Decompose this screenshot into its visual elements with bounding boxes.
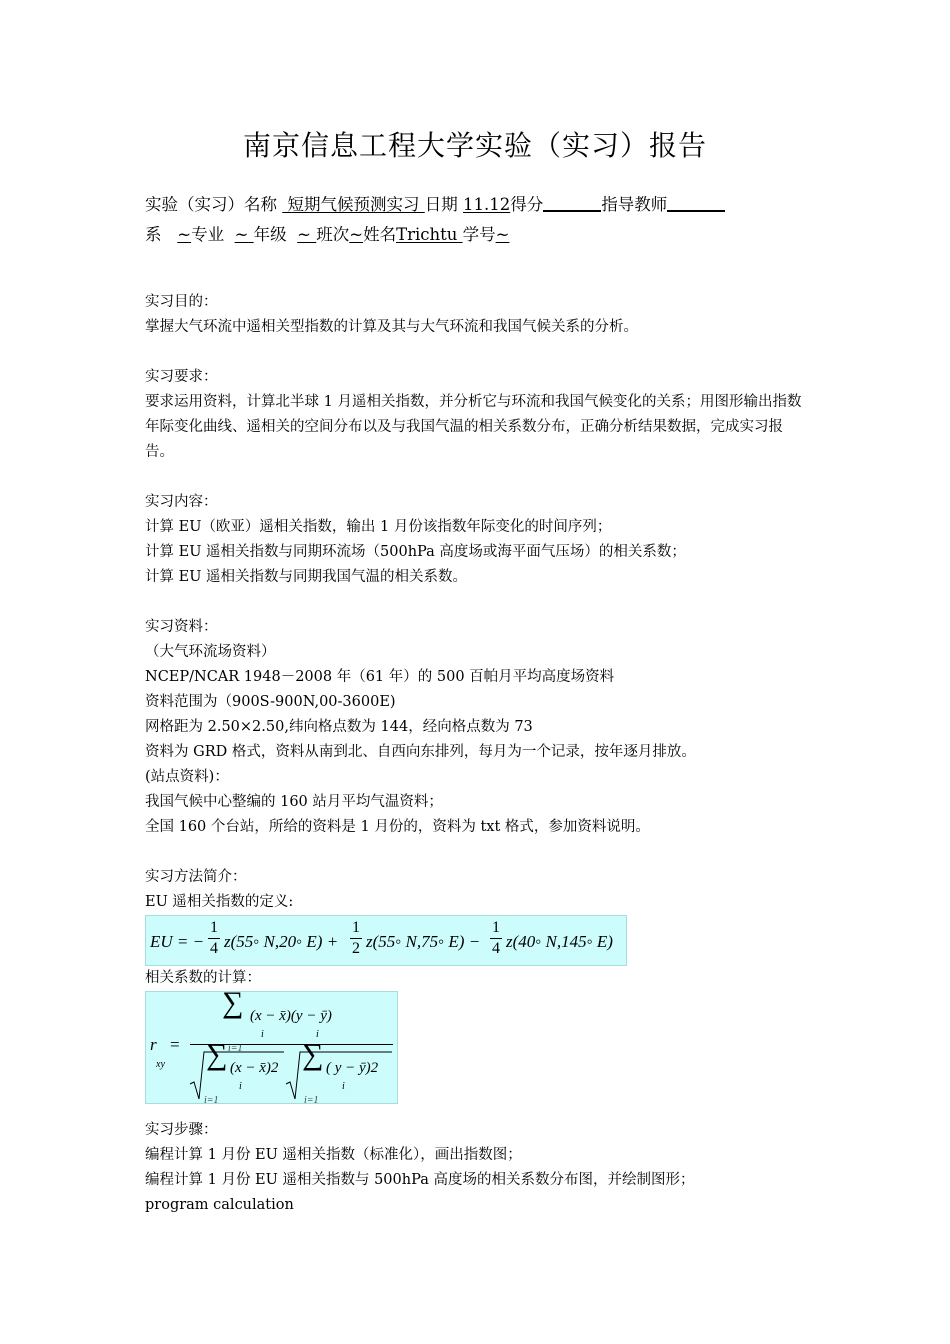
content-heading: 实习内容： [145,494,218,510]
experiment-name-label: 实验（实习）名称 [145,195,277,214]
sum-symbol-den-right: ∑ [302,1038,324,1071]
data-item: 资料为 GRD 格式，资料从南到北、自西向东排列，每月为一个记录，按年逐月排放。 [145,744,696,760]
sum-symbol-den-left: ∑ [206,1038,228,1071]
den-right-index: i [342,1081,345,1092]
grade-value: ~ [297,225,311,244]
steps-heading: 实习步骤： [145,1122,218,1138]
data-item: （大气环流场资料） [145,644,276,660]
data-item: 全国 160 个台站，所给的资料是 1 月份的，资料为 txt 格式，参加资料说明。 [145,819,650,835]
eu-formula-lhs: EU = − [150,932,205,951]
denominator-left: (x − x̄)2 [230,1060,279,1076]
score-blank [543,196,601,212]
data-item: 网格距为 2.50×2.50,纬向格点数为 144，经向格点数为 73 [145,719,533,735]
eu-fraction-2: $\frac{1}{2}$ [352,919,360,957]
correlation-formula [145,986,398,1106]
num-index-y: i [316,1029,319,1040]
num-sum-index: i=1 [228,1043,243,1054]
eu-fraction-1: $\frac{1}{4}$ [210,919,218,957]
major-value: ~ [234,225,249,244]
data-item: 资料范围为（900S-900N,00-3600E) [145,694,396,710]
content-item: 计算 EU 遥相关指数与同期环流场（500hPa 高度场或海平面气压场）的相关系数； [145,544,686,560]
teacher-label: 指导教师 [601,195,668,214]
date-label: 日期 [424,195,458,214]
dept-label: 系 [145,225,162,244]
report-body [145,290,810,1218]
eu-definition-label: EU 遥相关指数的定义: [145,894,294,910]
requirements-heading: 实习要求： [145,369,218,385]
eu-formula-term-2: z(55◦ N,75◦ E) − [366,932,481,951]
num-index-x: i [261,1029,264,1040]
r-subscript: xy [156,1059,165,1070]
denominator-right: ( y − ȳ)2 [326,1060,379,1076]
report-info-line-1 [145,191,725,215]
steps-item: 编程计算 1 月份 EU 遥相关指数（标准化），画出指数图； [145,1147,522,1163]
numerator-expression: (x − x̄)(y − ȳ) [250,1008,332,1024]
data-item: 我国气候中心整编的 160 站月平均气温资料； [145,794,443,810]
student-name-value: Trichtu [396,225,458,244]
report-info-line-2 [145,221,509,245]
data-item: NCEP/NCAR 1948－2008 年（61 年）的 500 百帕月平均高度场资料 [145,669,615,685]
steps-item: 编程计算 1 月份 EU 遥相关指数与 500hPa 高度场的相关系数分布图，并绘制图形； [145,1172,695,1188]
r-symbol: r [150,1035,157,1054]
sum-symbol-numerator: ∑ [222,986,244,1019]
content-item: 计算 EU（欧亚）遥相关指数，输出 1 月份该指数年际变化的时间序列； [145,519,612,535]
teacher-blank [667,196,725,212]
den-left-index: i [239,1081,242,1092]
eu-fraction-3: $\frac{1}{4}$ [492,919,500,957]
purpose-text: 掌握大气环流中遥相关型指数的计算及其与大气环流和我国气候关系的分析。 [145,319,638,335]
equals-sign: = [170,1035,180,1054]
major-label: 专业 [191,225,225,244]
grade-label: 年级 [253,225,287,244]
data-heading: 实习资料： [145,619,218,635]
name-label: 姓名 [363,225,397,244]
den-left-sum-index: i=1 [204,1095,219,1106]
correlation-label: 相关系数的计算： [145,970,261,986]
date-value: 11.12 [463,195,511,214]
student-id-value: ~ [495,225,510,244]
data-item: (站点资料)： [145,769,229,785]
den-right-sum-index: i=1 [304,1095,319,1106]
method-heading: 实习方法简介： [145,869,247,885]
content-item: 计算 EU 遥相关指数与同期我国气温的相关系数。 [145,569,468,585]
class-label: 班次 [316,225,350,244]
dept-value: ~ [177,225,192,244]
requirements-text: 要求运用资料，计算北半球 1 月遥相关指数，并分析它与环流和我国气候变化的关系；用图形输出指数年际变化曲线、遥相关的空间分布以及与我国气温的相关系数分布，正确分析结果数据，完成实习报告。 [145,394,802,460]
student-id-label: 学号 [462,225,496,244]
purpose-heading: 实习目的： [145,294,218,310]
eu-formula-term-3: z(40◦ N,145◦ E) [506,932,613,951]
class-value: ~ [349,225,364,244]
eu-formula-term-1: z(55◦ N,20◦ E) + [224,932,339,951]
page-title: 南京信息工程大学实验（实习）报告 [242,129,707,162]
eu-index-formula [145,915,627,966]
score-label: 得分 [510,195,544,214]
steps-item: program calculation [145,1197,294,1213]
experiment-name-value: 短期气候预测实习 [287,195,420,214]
